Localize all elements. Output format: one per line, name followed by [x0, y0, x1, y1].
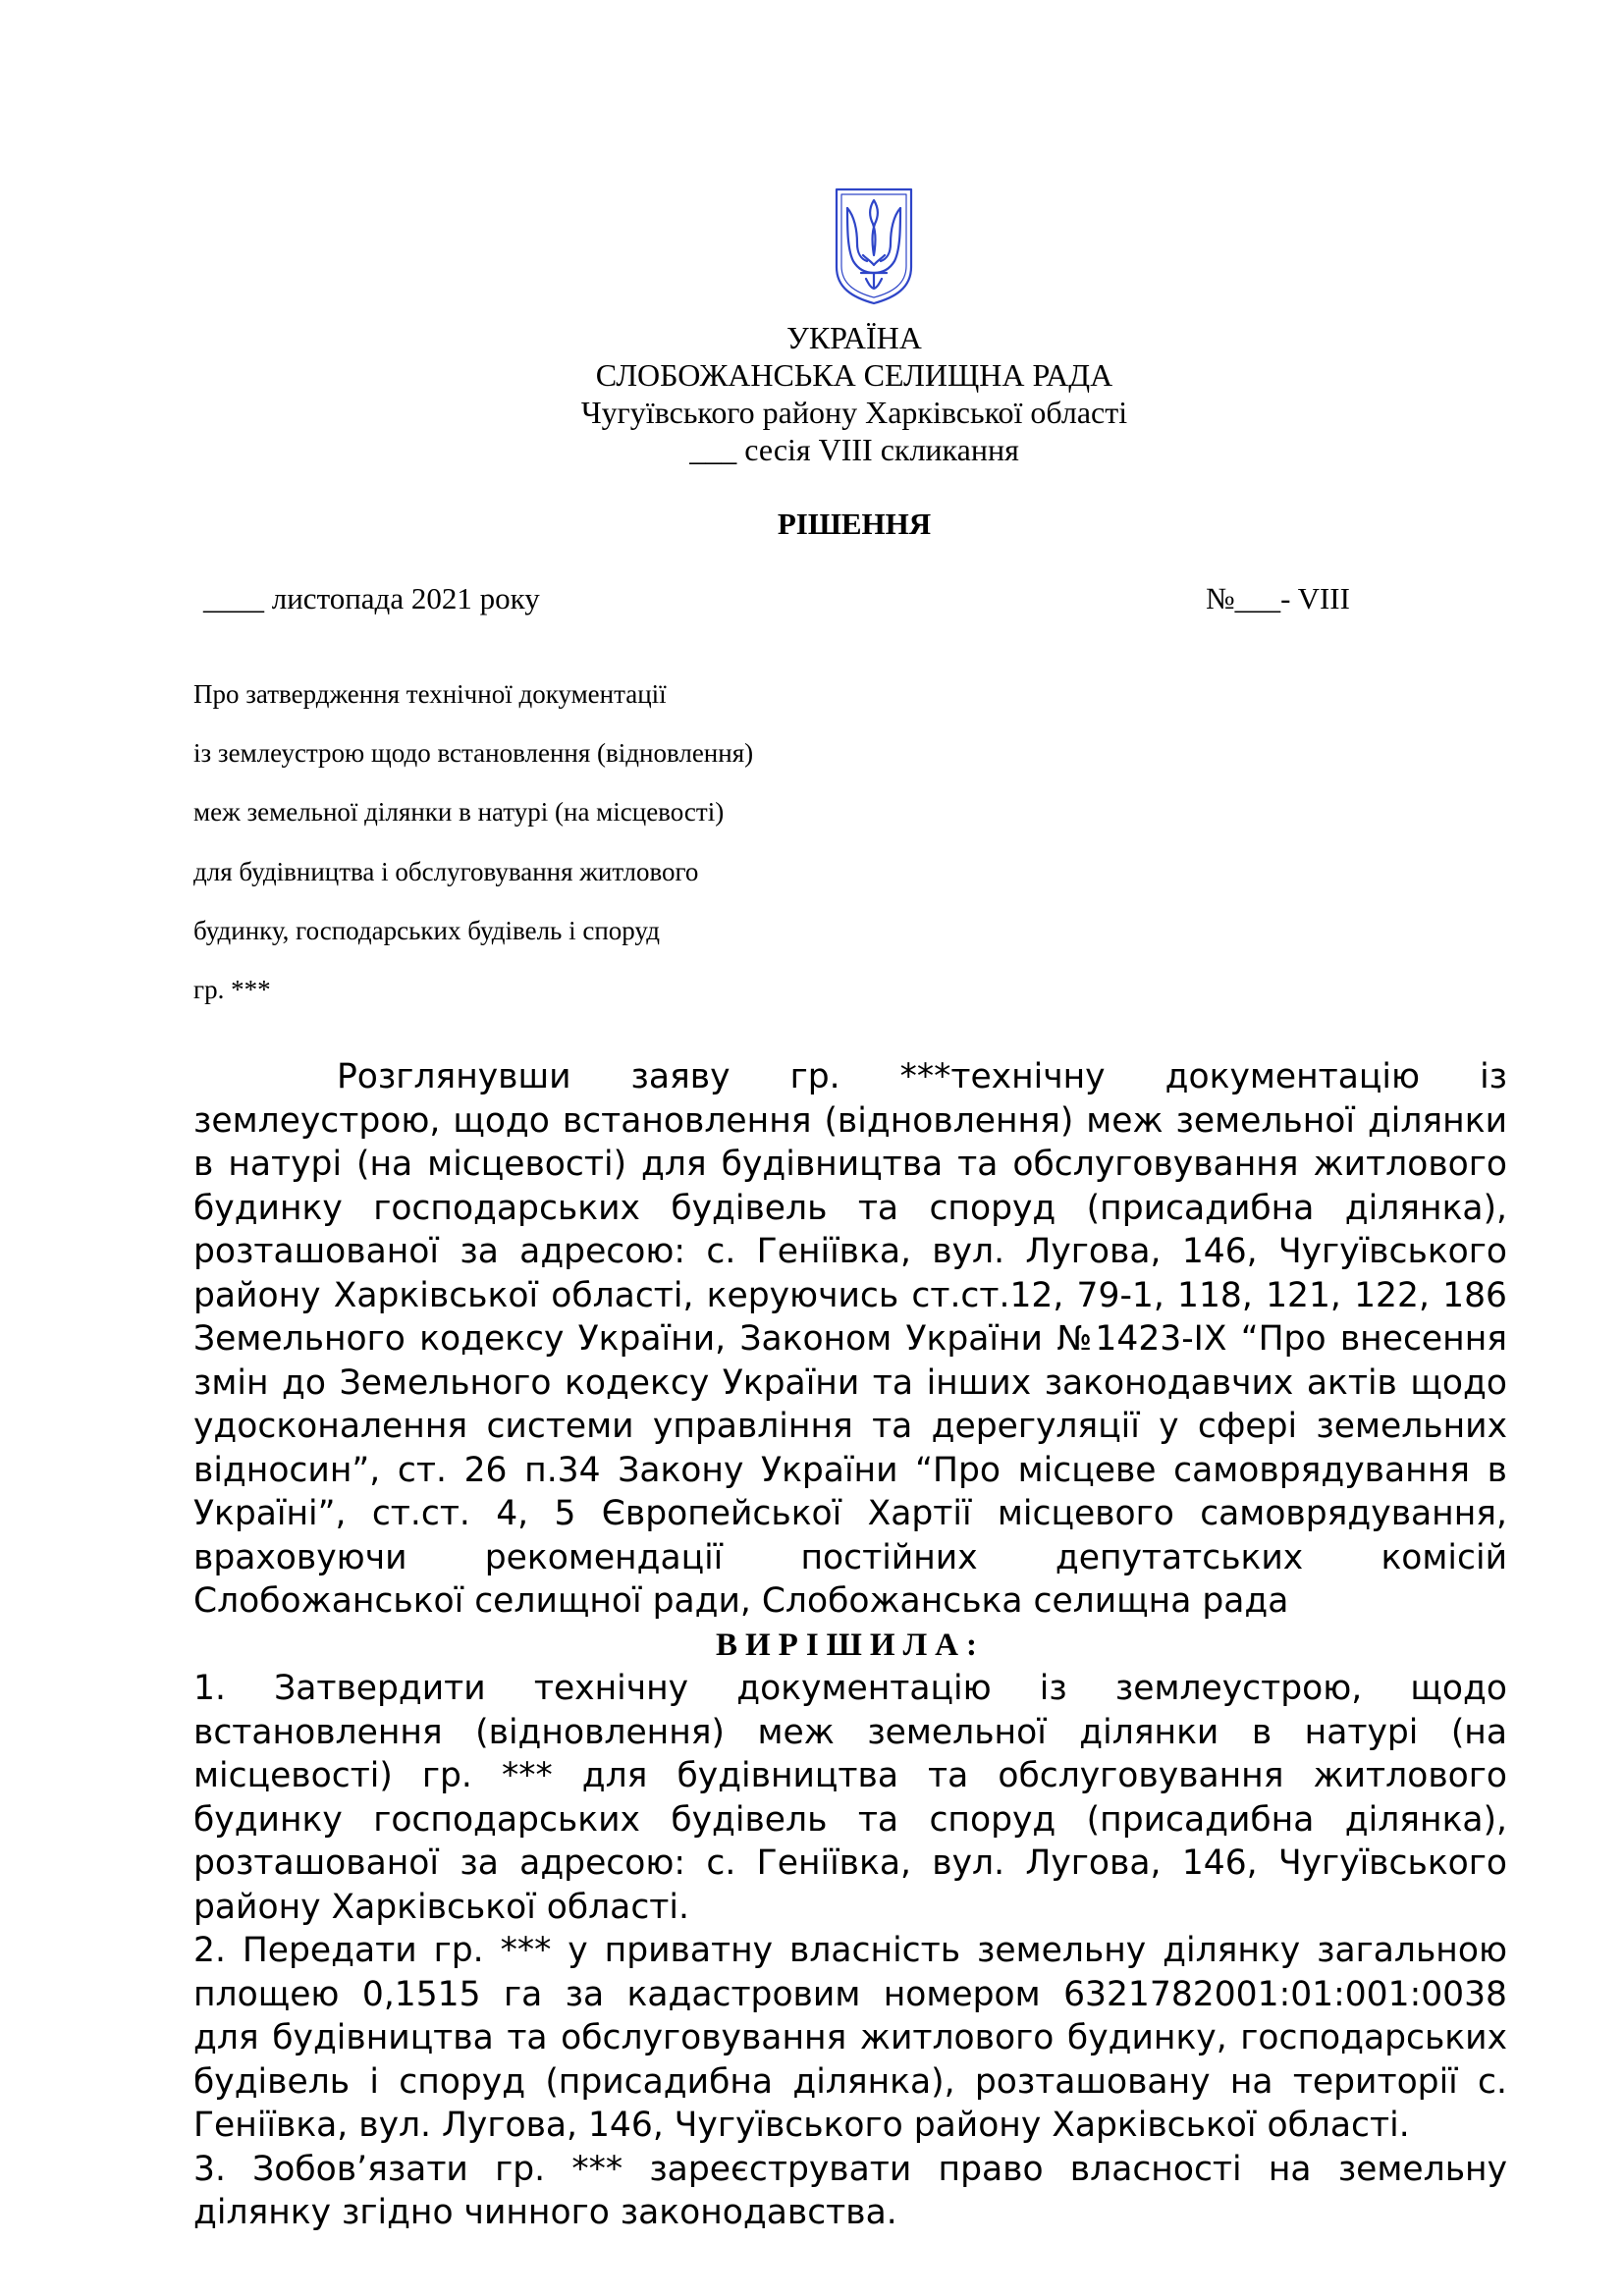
preamble-paragraph: Розглянувши заяву гр. ***технічну документацію із землеустрою, щодо встановлення (відновлення) меж земельної ділянки в натурі (на місцевості) для будівництва та обслуговування житлового будинку господарських будівель та споруд (присадибна ділянка), розташованої за адресою: с. Геніївка, вул. Лугова, 146, Чугуївського району Харківської області, керуючись ст.ст.12, 79-1, 118, 121, 122, 186 Земельного кодексу України, Законом України №1423-IX “Про внесення змін до Земельного кодексу України та інших законодавчих актів щодо удосконалення системи управління та дерегуляції у сфері земельних відносин”, ст. 26 п.34 Закону України “Про місцеве самоврядування в Україні”, ст.ст. 4, 5 Європейської Хартії місцевого самоврядування, враховуючи рекомендації постійних депутатських комісій Слобожанської селищної ради, Слобожанська селищна рада	[193, 1057, 1507, 1621]
decision-item-3: 3. Зобов’язати гр. *** зареєструвати право власності на земельну ділянку згідно чинного законодавства.	[193, 2149, 1507, 2232]
subject-line: для будівництва і обслуговування житлового	[193, 857, 699, 886]
decision-body	[193, 1055, 1507, 2235]
subject-line: Про затвердження технічної документації	[193, 679, 667, 709]
subject-line: із землеустрою щодо встановлення (відновлення)	[193, 738, 754, 768]
decision-date: ____ листопада 2021 року	[203, 581, 540, 615]
subject-line: меж земельної ділянки в натурі (на місцевості)	[193, 797, 725, 827]
district-subtitle: Чугуївського району Харківської області	[580, 395, 1128, 430]
decision-item-2: 2. Передати гр. *** у приватну власність земельну ділянку загальною площею 0,1515 га за кадастровим номером 6321782001:01:001:0038 для будівництва та обслуговування житлового будинку, господарських будівель і споруд (присадибна ділянка), розташовану на території с. Геніївка, вул. Лугова, 146, Чугуївського району Харківської області.	[193, 1931, 1507, 2145]
subject-line: гр. ***	[193, 975, 271, 1004]
country-title: УКРАЇНА	[786, 320, 922, 355]
council-title: СЛОБОЖАНСЬКА СЕЛИЩНА РАДА	[595, 357, 1113, 393]
decision-heading: РІШЕННЯ	[777, 507, 932, 541]
resolved-heading: ВИРІШИЛА:	[716, 1627, 985, 1663]
decision-number: №___- VIII	[1206, 581, 1350, 615]
session-line: ___ сесія VIII скликання	[689, 432, 1019, 467]
decision-item-1: 1. Затвердити технічну документацію із землеустрою, щодо встановлення (відновлення) меж земельної ділянки в натурі (на місцевості) гр. *** для будівництва та обслуговування житлового будинку господарських будівель та споруд (присадибна ділянка), розташованої за адресою: с. Геніївка, вул. Лугова, 146, Чугуївського району Харківської області.	[193, 1669, 1507, 1927]
tryzub-coat-of-arms-icon	[834, 187, 914, 306]
subject-line: будинку, господарських будівель і споруд	[193, 916, 660, 945]
